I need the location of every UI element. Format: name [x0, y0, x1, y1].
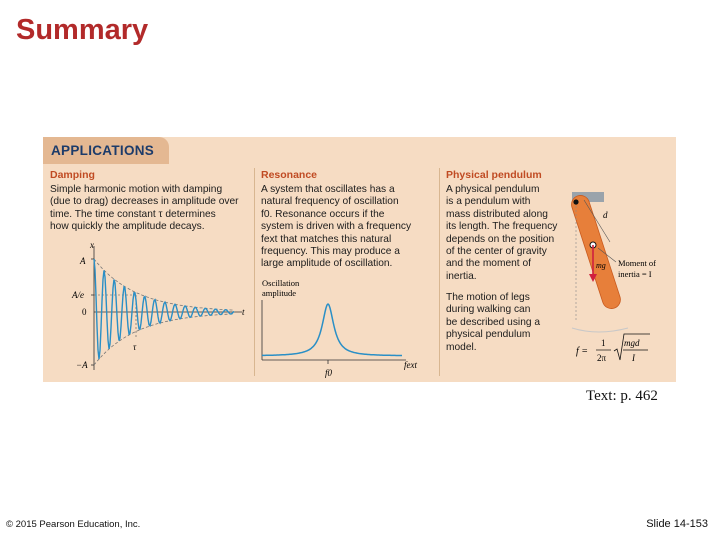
resonance-line: frequency. This may produce a — [261, 246, 400, 258]
moment-label: Moment of — [618, 258, 657, 268]
resonance-line: large amplitude of oscillation. — [261, 258, 393, 270]
y-axis-label: x — [90, 240, 94, 250]
pendulum-line: model. — [446, 341, 477, 353]
damping-text — [50, 184, 239, 234]
resonance-line: fext that matches this natural — [261, 233, 392, 245]
damping-line: (due to drag) decreases in amplitude over — [50, 196, 239, 208]
slide-number: Slide 14-153 — [646, 518, 708, 530]
column-divider — [254, 168, 255, 376]
resonance-text — [261, 184, 411, 271]
pendulum-line: is a pendulum with — [446, 196, 531, 208]
pendulum-line: mass distributed along — [446, 208, 548, 220]
tau-label: τ — [133, 342, 137, 352]
pendulum-text-2 — [446, 292, 540, 354]
applications-tab — [43, 137, 169, 164]
damped-oscillation-figure — [70, 238, 250, 378]
minus-a-label: −A — [76, 360, 88, 370]
amplitude-label: amplitude — [262, 288, 296, 298]
applications-label: APPLICATIONS — [51, 143, 155, 158]
formula-rad-numerator: mgd — [624, 338, 640, 348]
zero-label: 0 — [82, 307, 87, 317]
formula-denominator: 2π — [597, 353, 607, 363]
damping-heading: Damping — [50, 169, 95, 181]
resonance-figure — [258, 276, 436, 380]
resonance-line: natural frequency of oscillation — [261, 196, 399, 208]
pendulum-line: depends on the position — [446, 233, 555, 245]
damping-line: time. The time constant τ determines — [50, 208, 216, 220]
pendulum-line: A physical pendulum — [446, 184, 540, 195]
resonance-line: A system that oscillates has a — [261, 184, 395, 195]
formula-f: f = — [576, 346, 589, 357]
pendulum-text — [446, 184, 557, 283]
pendulum-line: inertia. — [446, 270, 477, 282]
slide-title: Summary — [16, 14, 149, 46]
fext-axis-label: fext — [404, 360, 417, 370]
pendulum-line: The motion of legs — [446, 292, 530, 303]
resonance-heading: Resonance — [261, 169, 318, 181]
resonance-line: f0. Resonance occurs if the — [261, 208, 385, 220]
text-reference: Text: p. 462 — [586, 388, 658, 404]
formula-rad-denominator: I — [632, 353, 635, 363]
resonance-line: system is driven with a frequency — [261, 221, 412, 233]
column-divider — [439, 168, 440, 376]
pendulum-line: of the center of gravity — [446, 246, 547, 258]
mg-label: mg — [596, 261, 606, 270]
damping-line: Simple harmonic motion with damping — [50, 184, 223, 195]
pendulum-line: its length. The frequency — [446, 221, 558, 233]
pendulum-line: during walking can — [446, 304, 531, 316]
inertia-label: inertia = I — [618, 269, 652, 279]
pendulum-line: be described using a — [446, 316, 541, 328]
pendulum-heading: Physical pendulum — [446, 169, 542, 181]
pendulum-figure — [558, 188, 674, 376]
copyright: © 2015 Pearson Education, Inc. — [6, 519, 141, 530]
f0-label: f0 — [325, 368, 333, 378]
pendulum-line: and the moment of — [446, 258, 531, 270]
pendulum-line: physical pendulum — [446, 329, 531, 341]
a-over-e-label: A/e — [72, 290, 84, 300]
formula-numerator: 1 — [601, 338, 606, 348]
damping-line: how quickly the amplitude decays. — [50, 221, 205, 233]
distance-d-label: d — [603, 210, 608, 220]
time-axis-label: t — [242, 307, 245, 317]
amplitude-a-label: A — [80, 256, 86, 266]
oscillation-label: Oscillation — [262, 278, 300, 288]
